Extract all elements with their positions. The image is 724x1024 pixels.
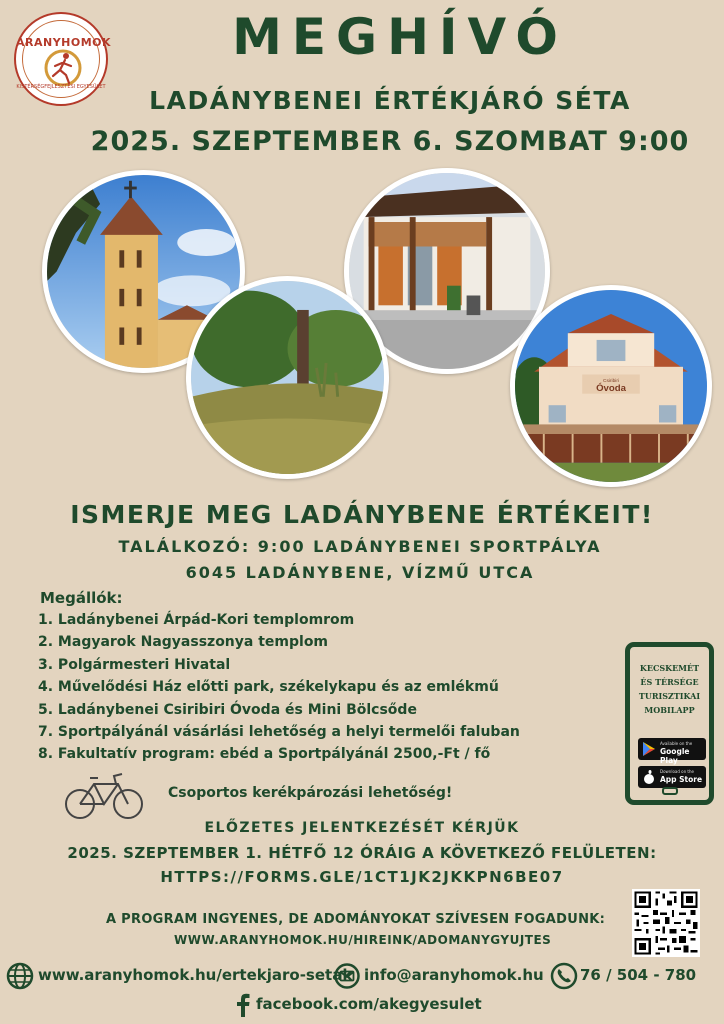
facebook-icon bbox=[235, 993, 251, 1017]
meeting-point: TALÁLKOZÓ: 9:00 LADÁNYBENEI SPORTPÁLYA bbox=[118, 537, 602, 556]
app-store-label: App Store bbox=[660, 775, 703, 784]
phone-home-button-icon bbox=[662, 787, 678, 795]
logo-subtitle: KISTÉRSÉGFEJLESZTÉSI EGYESÜLET bbox=[16, 84, 106, 90]
app-line: ÉS TÉRSÉGE bbox=[640, 677, 699, 687]
event-subtitle: LADÁNYBENEI ÉRTÉKJÁRÓ SÉTA bbox=[149, 86, 631, 115]
app-description bbox=[630, 661, 709, 717]
email-link[interactable]: info@aranyhomok.hu bbox=[364, 966, 544, 984]
stops-list bbox=[38, 609, 520, 766]
app-line: MOBILAPP bbox=[644, 705, 695, 715]
logo-brand: ARANYHOMOK bbox=[16, 36, 112, 49]
list-item: 4. Művelődési Ház előtti park, székelykapu és az emlékmű bbox=[38, 679, 499, 696]
website-link[interactable]: www.aranyhomok.hu/ertekjaro-setak bbox=[38, 966, 353, 984]
meeting-address: 6045 LADÁNYBENE, VÍZMŰ UTCA bbox=[185, 563, 535, 582]
app-store-caption: Download on the bbox=[660, 769, 694, 774]
list-item: 8. Fakultatív program: ebéd a Sportpályánál 2500,-Ft / fő bbox=[38, 746, 491, 763]
google-play-button[interactable] bbox=[638, 738, 706, 765]
list-item: 2. Magyarok Nagyasszonya templom bbox=[38, 634, 329, 651]
registration-title: ELŐZETES JELENTKEZÉSÉT KÉRJÜK bbox=[204, 820, 520, 836]
email-icon bbox=[334, 963, 360, 989]
registration-deadline: 2025. SZEPTEMBER 1. HÉTFŐ 12 ÓRÁIG A KÖVETKEZŐ FELÜLETEN: bbox=[67, 844, 657, 862]
mobile-app-promo bbox=[625, 642, 714, 805]
google-play-caption: Available on the bbox=[660, 741, 693, 746]
facebook-link[interactable]: facebook.com/akegyesulet bbox=[256, 995, 482, 1013]
apple-icon bbox=[643, 770, 655, 784]
kindergarten-photo bbox=[510, 285, 712, 487]
google-play-icon bbox=[643, 742, 655, 756]
app-store-button[interactable] bbox=[638, 766, 706, 788]
phone-number[interactable]: 76 / 504 - 780 bbox=[580, 966, 697, 984]
list-item: 1. Ladánybenei Árpád-Kori templomrom bbox=[38, 612, 355, 628]
donation-link[interactable]: WWW.ARANYHOMOK.HU/HIREINK/ADOMANYGYUJTES bbox=[174, 933, 552, 947]
bike-option: Csoportos kerékpározási lehetőség! bbox=[168, 785, 453, 801]
park-monument-photo bbox=[186, 276, 389, 479]
kindergarten-sign: Óvoda bbox=[596, 382, 626, 394]
qr-code[interactable] bbox=[632, 889, 700, 957]
registration-link[interactable]: HTTPS://FORMS.GLE/1CT1JK2JKKPN6BE07 bbox=[160, 868, 564, 886]
kindergarten-sign-small: Csiribiri bbox=[603, 379, 619, 385]
app-line: TURISZTIKAI bbox=[638, 691, 701, 701]
google-play-label: Google Play bbox=[660, 747, 690, 765]
list-item: 3. Polgármesteri Hivatal bbox=[38, 656, 231, 673]
page-title: MEGHÍVÓ bbox=[232, 8, 568, 66]
globe-icon bbox=[6, 962, 34, 990]
list-item: 5. Ladánybenei Csiribiri Óvoda és Mini Bölcsőde bbox=[38, 701, 417, 718]
bicycle-icon bbox=[64, 770, 146, 822]
stops-title: Megállók: bbox=[40, 589, 123, 607]
donation-text: A PROGRAM INGYENES, DE ADOMÁNYOKAT SZÍVESEN FOGADUNK: bbox=[106, 912, 606, 927]
list-item: 7. Sportpályánál vásárlási lehetőség a helyi termelői faluban bbox=[38, 723, 520, 740]
runner-icon bbox=[43, 48, 83, 88]
event-date: 2025. SZEPTEMBER 6. SZOMBAT 9:00 bbox=[90, 126, 690, 157]
app-line: KECSKEMÉT bbox=[639, 663, 700, 673]
headline: ISMERJE MEG LADÁNYBENE ÉRTÉKEIT! bbox=[70, 500, 654, 529]
phone-icon bbox=[550, 962, 578, 990]
aranyhomok-logo bbox=[14, 12, 112, 106]
